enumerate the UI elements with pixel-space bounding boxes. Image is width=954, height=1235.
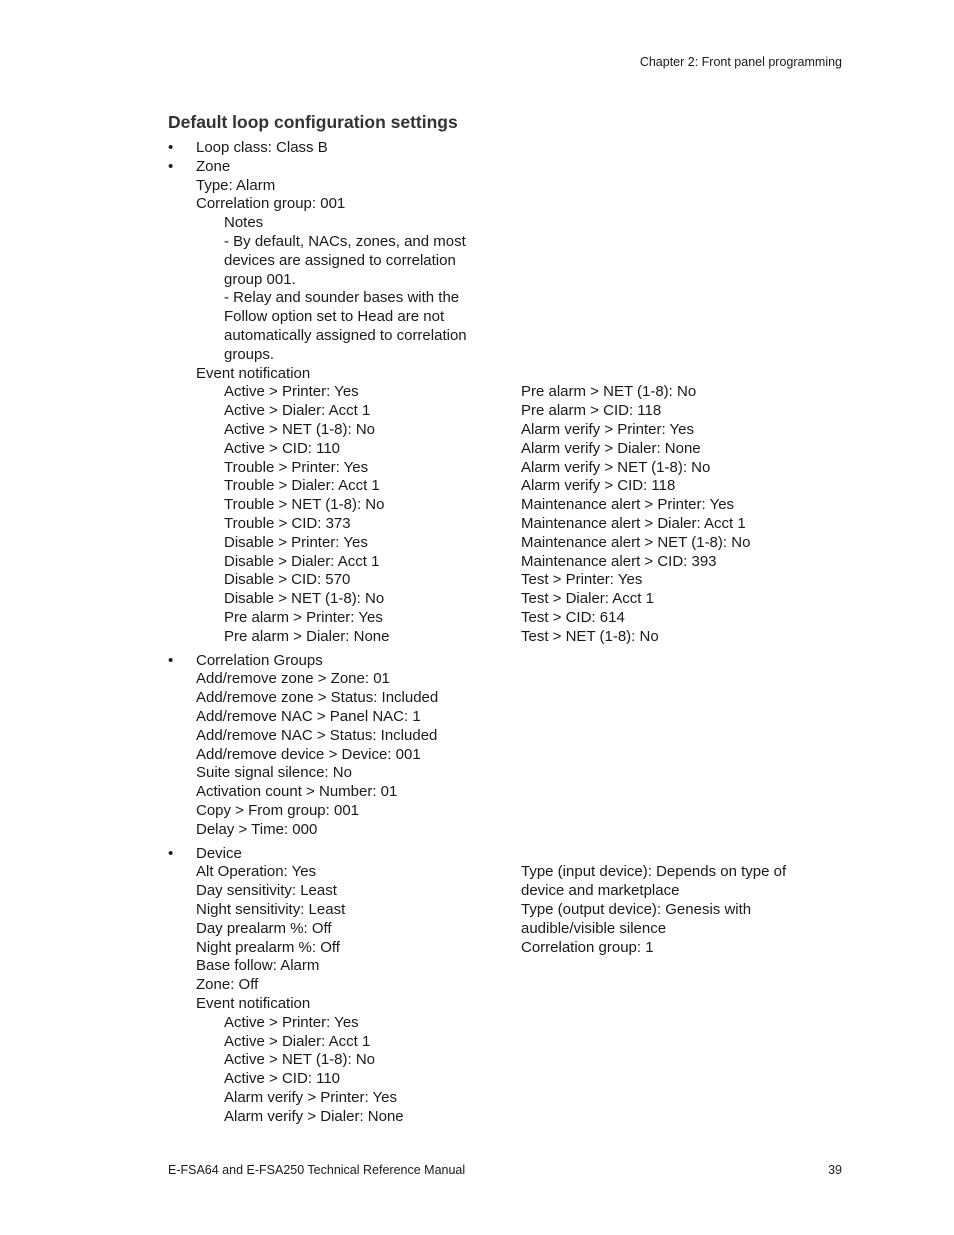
correlation-group-setting: Suite signal silence: No [196, 764, 352, 782]
bullet-marker: • [168, 844, 174, 862]
zone-event-setting: Disable > Dialer: Acct 1 [224, 552, 380, 570]
zone-event-setting: Active > CID: 110 [224, 439, 341, 457]
zone-event-setting: Test > NET (1-8): No [521, 627, 659, 645]
device-heading: Device [196, 844, 242, 862]
bullet-marker: • [168, 139, 174, 156]
zone-event-setting: Alarm verify > NET (1-8): No [521, 458, 711, 476]
bullet-marker: • [168, 651, 174, 669]
zone-event-setting: Test > Dialer: Acct 1 [521, 590, 654, 608]
zone-event-setting: Test > CID: 614 [521, 609, 625, 626]
zone-event-setting: Active > NET (1-8): No [224, 421, 376, 438]
device-event-setting: Active > NET (1-8): No [224, 1051, 376, 1069]
zone-heading: Zone [196, 157, 231, 175]
device-setting: Correlation group: 1 [521, 938, 654, 956]
zone-event-setting: Active > Dialer: Acct 1 [224, 402, 371, 420]
zone-event-setting: Trouble > Printer: Yes [224, 458, 369, 476]
device-setting: Night sensitivity: Least [196, 901, 346, 918]
device-setting: Type (input device): Depends on type of [521, 863, 787, 881]
note-line: devices are assigned to correlation [224, 251, 456, 269]
zone-event-setting: Disable > NET (1-8): No [224, 590, 385, 608]
device-event-setting: Alarm verify > Printer: Yes [224, 1089, 397, 1106]
device-event-setting: Active > Dialer: Acct 1 [224, 1032, 371, 1050]
zone-event-setting: Pre alarm > Printer: Yes [224, 609, 383, 626]
zone-event-setting: Maintenance alert > Printer: Yes [521, 496, 735, 514]
zone-event-setting: Trouble > NET (1-8): No [224, 496, 385, 514]
correlation-group-setting: Add/remove zone > Status: Included [196, 689, 439, 707]
device-event-setting: Active > Printer: Yes [224, 1013, 359, 1031]
device-setting: Alt Operation: Yes [196, 863, 317, 881]
zone-event-setting: Maintenance alert > NET (1-8): No [521, 533, 751, 551]
correlation-group-setting: Add/remove zone > Zone: 01 [196, 670, 390, 688]
section-title: Default loop configuration settings [168, 112, 458, 132]
zone-event-setting: Trouble > CID: 373 [224, 515, 351, 532]
zone-type: Type: Alarm [196, 176, 276, 194]
correlation-group-setting: Add/remove device > Device: 001 [196, 745, 421, 763]
loop-class-item: Loop class: Class B [196, 139, 328, 156]
note-line: groups. [224, 345, 275, 363]
zone-correlation-group: Correlation group: 001 [196, 195, 346, 213]
device-setting: device and marketplace [521, 882, 680, 900]
device-setting: Base follow: Alarm [196, 957, 320, 975]
zone-event-setting: Disable > Printer: Yes [224, 533, 368, 551]
footer-page-number: 39 [828, 1163, 842, 1177]
notes-label: Notes [224, 214, 264, 232]
device-setting: Zone: Off [196, 976, 259, 994]
note-line: - Relay and sounder bases with the [224, 289, 460, 307]
zone-event-setting: Maintenance alert > Dialer: Acct 1 [521, 515, 746, 532]
zone-event-setting: Alarm verify > Printer: Yes [521, 421, 694, 438]
note-line: automatically assigned to correlation [224, 327, 467, 344]
bullet-marker: • [168, 157, 174, 175]
zone-event-setting: Active > Printer: Yes [224, 383, 359, 401]
device-setting: Day prealarm %: Off [196, 919, 332, 937]
zone-event-setting: Alarm verify > CID: 118 [521, 477, 676, 495]
device-setting: Day sensitivity: Least [196, 882, 337, 900]
correlation-group-setting: Delay > Time: 000 [196, 820, 318, 838]
zone-event-setting: Alarm verify > Dialer: None [521, 439, 701, 457]
zone-event-setting: Disable > CID: 570 [224, 571, 351, 589]
note-line: group 001. [224, 270, 296, 288]
zone-event-setting: Pre alarm > CID: 118 [521, 402, 662, 420]
correlation-group-setting: Add/remove NAC > Status: Included [196, 726, 438, 744]
device-event-setting: Active > CID: 110 [224, 1070, 341, 1088]
zone-event-setting: Pre alarm > NET (1-8): No [521, 383, 697, 401]
device-setting: Event notification [196, 995, 311, 1012]
correlation-group-setting: Copy > From group: 001 [196, 802, 360, 819]
zone-event-setting: Trouble > Dialer: Acct 1 [224, 477, 380, 495]
running-header: Chapter 2: Front panel programming [639, 55, 842, 69]
correlation-groups-heading: Correlation Groups [196, 651, 323, 669]
zone-event-setting: Maintenance alert > CID: 393 [521, 552, 717, 570]
correlation-group-setting: Add/remove NAC > Panel NAC: 1 [196, 708, 421, 725]
correlation-group-setting: Activation count > Number: 01 [196, 783, 398, 801]
zone-event-setting: Test > Printer: Yes [521, 571, 643, 589]
footer-manual-title: E-FSA64 and E-FSA250 Technical Reference Manual [168, 1163, 466, 1177]
device-event-setting: Alarm verify > Dialer: None [224, 1107, 404, 1125]
device-setting: Type (output device): Genesis with [521, 901, 752, 918]
device-setting: audible/visible silence [521, 919, 667, 937]
event-notification-label: Event notification [196, 364, 311, 382]
note-line: Follow option set to Head are not [224, 308, 445, 326]
device-setting: Night prealarm %: Off [196, 938, 340, 956]
zone-event-setting: Pre alarm > Dialer: None [224, 627, 390, 645]
note-line: - By default, NACs, zones, and most [224, 233, 466, 250]
